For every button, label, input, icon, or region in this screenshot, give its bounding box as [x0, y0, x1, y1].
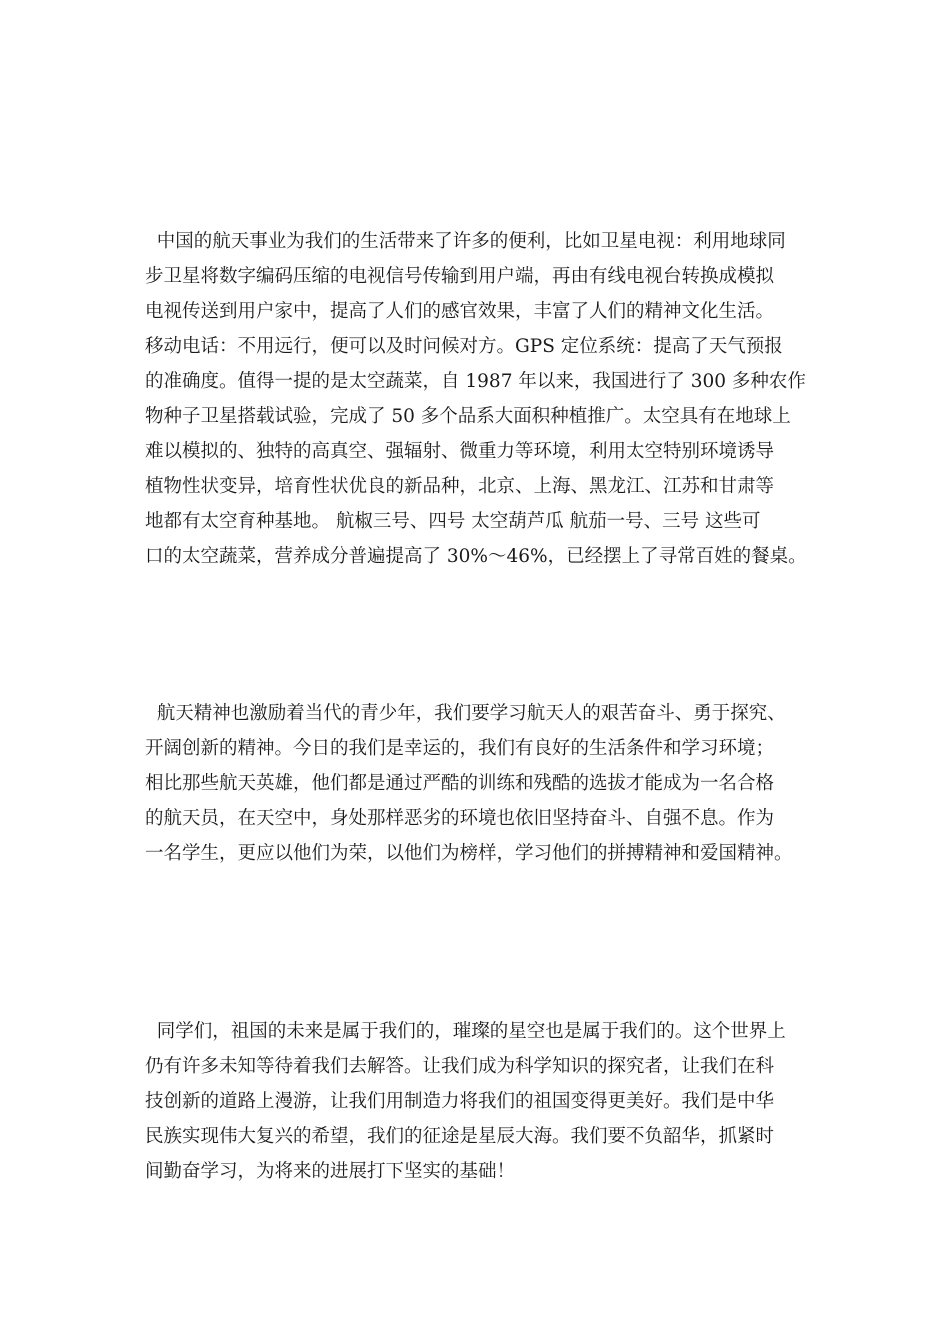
text-line: 中国的航天事业为我们的生活带来了许多的便利，比如卫星电视：利用地球同: [145, 231, 786, 252]
paragraph-space-technology-benefits: [145, 224, 825, 574]
text-line: 技创新的道路上漫游，让我们用制造力将我们的祖国变得更美好。我们是中华: [145, 1091, 775, 1112]
text-line: 的航天员，在天空中，身处那样恶劣的环境也依旧坚持奋斗、自强不息。作为: [145, 808, 775, 829]
text-line: 植物性状变异，培育性状优良的新品种，北京、上海、黑龙江、江苏和甘肃等: [145, 476, 775, 497]
text-line: 民族实现伟大复兴的希望，我们的征途是星辰大海。我们要不负韶华，抓紧时: [145, 1126, 775, 1147]
text-line: 相比那些航天英雄，他们都是通过严酷的训练和残酷的选拔才能成为一名合格: [145, 773, 775, 794]
text-line: 同学们，祖国的未来是属于我们的，璀璨的星空也是属于我们的。这个世界上: [145, 1021, 786, 1042]
text-line: 移动电话：不用远行，便可以及时问候对方。GPS 定位系统：提高了天气预报: [145, 336, 783, 357]
text-line: 口的太空蔬菜，营养成分普遍提高了 30%～46%，已经摆上了寻常百姓的餐桌。: [145, 546, 807, 567]
text-line: 步卫星将数字编码压缩的电视信号传输到用户端，再由有线电视台转换成模拟: [145, 266, 775, 287]
text-line: 开阔创新的精神。今日的我们是幸运的，我们有良好的生活条件和学习环境；: [145, 738, 775, 759]
paragraph-aerospace-spirit: [145, 696, 825, 871]
paragraph-closing-appeal: [145, 1014, 825, 1189]
text-line: 难以模拟的、独特的高真空、强辐射、微重力等环境，利用太空特别环境诱导: [145, 441, 775, 462]
text-line: 航天精神也激励着当代的青少年，我们要学习航天人的艰苦奋斗、勇于探究、: [145, 703, 786, 724]
text-line: 仍有许多未知等待着我们去解答。让我们成为科学知识的探究者，让我们在科: [145, 1056, 775, 1077]
text-line: 电视传送到用户家中，提高了人们的感官效果，丰富了人们的精神文化生活。: [145, 301, 775, 322]
text-line: 一名学生，更应以他们为荣，以他们为榜样，学习他们的拼搏精神和爱国精神。: [145, 843, 793, 864]
text-line: 间勤奋学习，为将来的进展打下坚实的基础！: [145, 1161, 516, 1182]
text-line: 地都有太空育种基地。 航椒三号、四号 太空葫芦瓜 航茄一号、三号 这些可: [145, 511, 761, 532]
text-line: 物种子卫星搭载试验，完成了 50 多个品系大面积种植推广。太空具有在地球上: [145, 406, 791, 427]
text-line: 的准确度。值得一提的是太空蔬菜，自 1987 年以来，我国进行了 300 多种农作: [145, 371, 806, 392]
